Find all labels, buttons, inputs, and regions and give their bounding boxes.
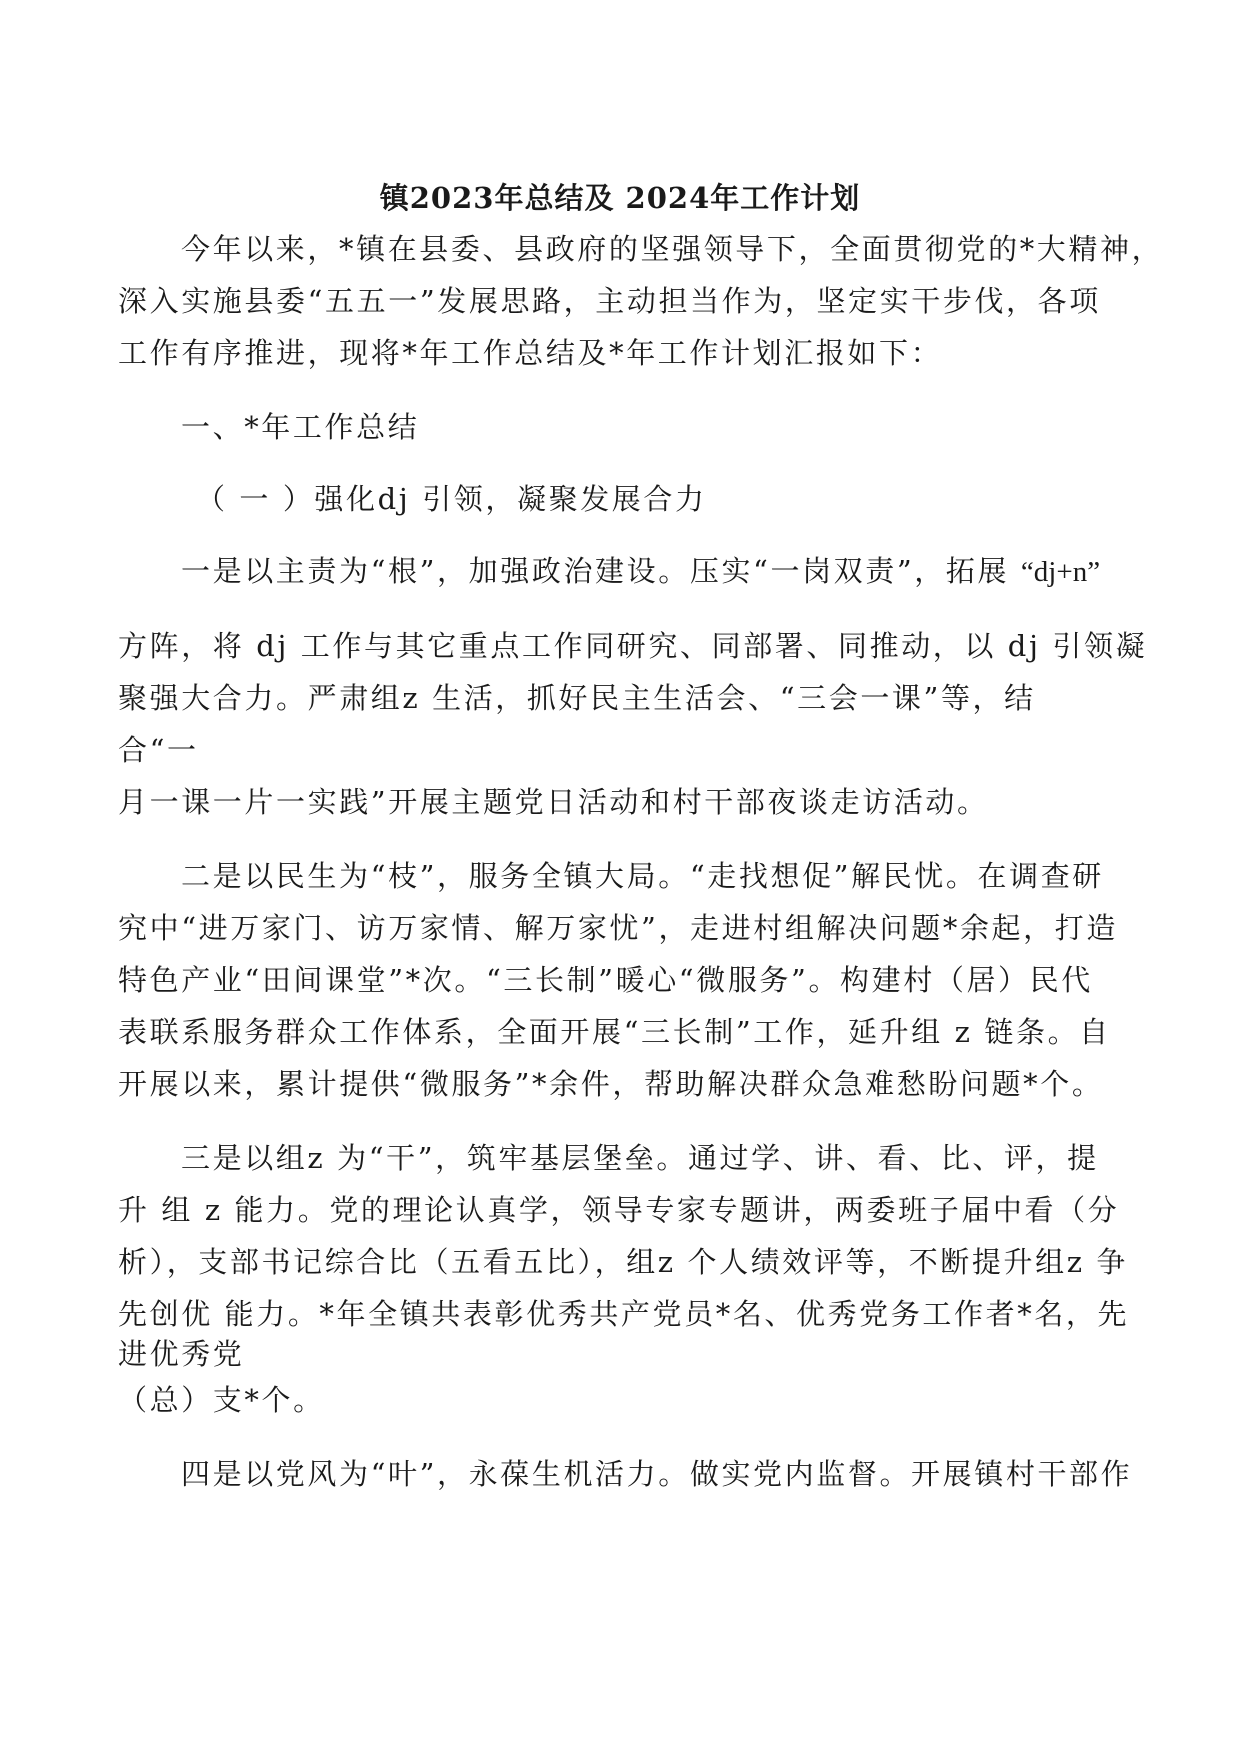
- section-heading: 一、*年工作总结: [181, 410, 420, 444]
- para3-line-5: 进优秀党: [118, 1337, 245, 1371]
- para2-line-4: 表联系服务群众工作体系，全面开展“三长制”工作，延升组 z 链条。自: [118, 1015, 1111, 1049]
- para3-line-1: 三是以组z 为“干”，筑牢基层堡垒。通过学、讲、看、比、评，提: [181, 1141, 1099, 1175]
- para2-line-3: 特色产业“田间课堂”*次。“三长制”暖心“微服务”。构建村（居）民代: [118, 963, 1093, 997]
- para2-line-1: 二是以民生为“枝”，服务全镇大局。“走找想促”解民忧。在调查研: [181, 859, 1104, 893]
- para4-line-1: 四是以党风为“叶”，永葆生机活力。做实党内监督。开展镇村干部作: [181, 1457, 1133, 1491]
- para1-line-5: 月一课一片一实践”开展主题党日活动和村干部夜谈走访活动。: [118, 785, 989, 819]
- para1-line-2: 方阵，将 dj 工作与其它重点工作同研究、同部署、同推动，以 dj 引领凝: [118, 629, 1148, 663]
- para3-line-3: 析），支部书记综合比（五看五比），组z 个人绩效评等，不断提升组z 争: [118, 1245, 1128, 1279]
- para1-line-1: 一是以主责为“根”，加强政治建设。压实“一岗双责”，拓展 “dj+n”: [181, 554, 1101, 588]
- para3-line-4: 先创优 能力。*年全镇共表彰优秀共产党员*名、优秀党务工作者*名，先: [118, 1297, 1130, 1331]
- intro-line-1: 今年以来，*镇在县委、县政府的坚强领导下，全面贯彻党的*大精神，: [181, 232, 1164, 266]
- para1-line-3: 聚强大合力。严肃组z 生活，抓好民主生活会、“三会一课”等，结: [118, 681, 1036, 715]
- document-title: 镇2023年总结及 2024年工作计划: [379, 181, 861, 215]
- para3-line-6: （总）支*个。: [118, 1383, 325, 1417]
- intro-line-3: 工作有序推进，现将*年工作总结及*年工作计划汇报如下：: [118, 336, 943, 370]
- para2-line-5: 开展以来，累计提供“微服务”*余件，帮助解决群众急难愁盼问题*个。: [118, 1067, 1104, 1101]
- para1-line-4: 合“一: [118, 733, 199, 767]
- para1-dj-n-term: “dj+n”: [1020, 556, 1101, 588]
- subsection-heading: （ 一 ）强化dj 引领，凝聚发展合力: [196, 482, 707, 516]
- intro-line-2: 深入实施县委“五五一”发展思路，主动担当作为，坚定实干步伐，各项: [118, 284, 1101, 318]
- para3-line-2: 升 组 z 能力。党的理论认真学，领导专家专题讲，两委班子届中看（分: [118, 1193, 1120, 1227]
- para2-line-2: 究中“进万家门、访万家情、解万家忧”，走进村组解决问题*余起，打造: [118, 911, 1118, 945]
